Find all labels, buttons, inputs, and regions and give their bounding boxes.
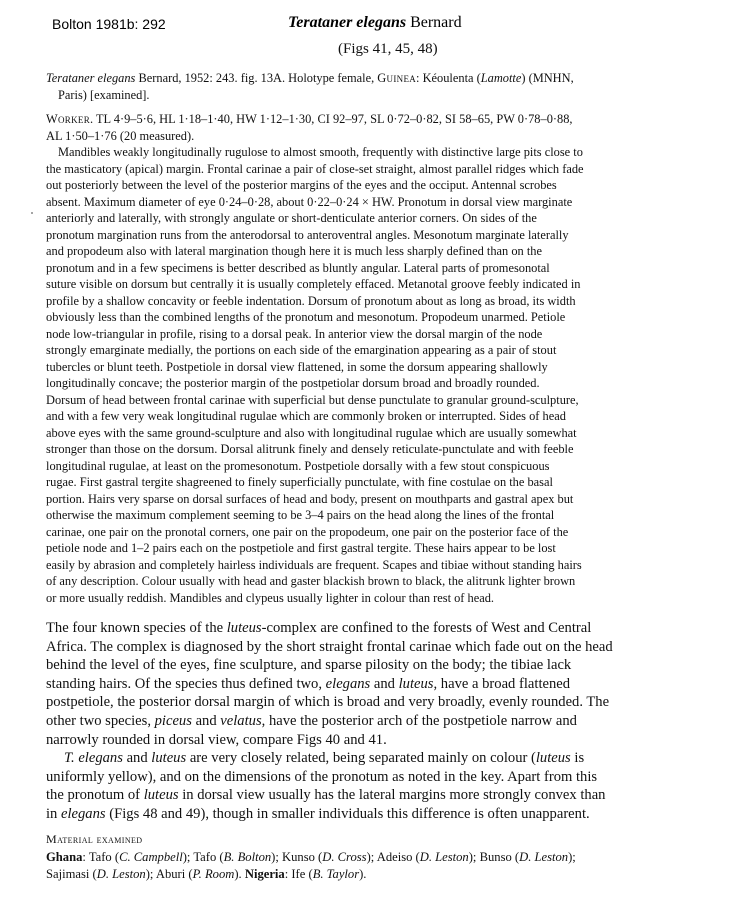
text-run: in dorsal view usually has the lateral margins more strongly convex than <box>178 787 606 804</box>
text-run: , have the posterior arch of the postpetiole narrow and <box>261 712 577 729</box>
locality-text: ); Kunso ( <box>271 850 323 864</box>
collector-name: D. Leston <box>519 850 569 864</box>
worker-line-22: rugae. First gastral tergite shagreened to finely superficially punctulate, with fine costulae on the basal <box>46 475 553 489</box>
worker-line-23: portion. Hairs very sparse on dorsal surfaces of head and body, present on mouthparts and gastral apex but <box>46 491 574 506</box>
worker-line-16: longitudinally concave; the posterior margin of the postpetiolar dorsum broad and broadly rounded. <box>46 376 540 390</box>
worker-line-5: absent. Maximum diameter of eye 0·24–0·28, about 0·22–0·24 × HW. Pronotum in dorsal view marginate <box>46 194 573 209</box>
worker-line-27: easily by abrasion and completely hairless individuals are frequent. Scapes and tibiae without standing hairs <box>46 557 582 572</box>
worker-measure-line <box>46 111 734 128</box>
synonymy-entry <box>46 70 734 103</box>
worker-line-19: above eyes with the same ground-sculpture and also with longitudinal rugulae which are usually somewhat <box>46 425 577 440</box>
complex-line-11 <box>46 805 736 824</box>
text-run: (Figs 48 and 49), though in smaller individuals this difference is often unapparent. <box>105 805 590 822</box>
complex-line-8 <box>46 749 736 768</box>
text-run: and <box>122 750 152 767</box>
worker-line-11: profile by a shallow concavity or feeble indentation. Dorsum of pronotum about as long as broad, its width <box>46 293 576 308</box>
synonymy-name: Terataner elegans <box>46 71 136 85</box>
text-run: , have a broad flattened <box>433 675 571 692</box>
locality-text: ); <box>568 850 576 864</box>
worker-line-15: tubercles or blunt teeth. Postpetiole in dorsal view flattened, in some the dorsum appearing shallowly <box>46 359 548 374</box>
worker-line-13: node low-triangular in profile, rising to a dorsal peak. In anterior view the dorsal margin of the node <box>46 326 543 341</box>
complex-line-7: narrowly rounded in dorsal view, compare Figs 40 and 41. <box>46 731 387 748</box>
complex-line-3: behind the level of the eyes, fine sculpture, and sparse pilosity on the body; the tibiae lack <box>46 657 572 674</box>
locality-text: : Tafo ( <box>82 850 120 864</box>
text-run: -complex are confined to the forests of West and Central <box>261 620 592 636</box>
text-run-italic: elegans <box>61 805 106 822</box>
collector-name: D. Leston <box>96 867 146 881</box>
scan-speck <box>31 212 33 214</box>
locality-text: ); Bunso ( <box>468 850 520 864</box>
worker-line-28: of any description. Colour usually with head and gaster blackish brown to black, the alitrunk lighter brown <box>46 574 576 588</box>
complex-line-4 <box>46 675 736 694</box>
worker-line-12: obviously less than the combined lengths of the pronotum and mesonotum. Propodeum unarmed. Petiole <box>46 310 566 324</box>
worker-line-14: strongly emarginate medially, the portions on each side of the emargination appearing as a pair of stout <box>46 343 557 357</box>
worker-line-24: otherwise the maximum complement seeming to be 3–4 pairs on the head along the lines of the frontal <box>46 508 555 522</box>
text-run-italic: luteus <box>226 620 262 636</box>
worker-line-21: longitudinal rugulae, at least on the promesonotum. Postpetiole dorsally with a few stout conspicuous <box>46 458 550 473</box>
text-run-italic: luteus <box>151 750 187 767</box>
text-run-italic: velatus <box>220 712 262 729</box>
text-run-italic: T. elegans <box>64 750 123 767</box>
species-author: Bernard <box>410 14 462 31</box>
worker-line-4: out posteriorly between the level of the posterior margins of the eyes and the occiput. Antennal scrobes <box>46 178 557 192</box>
worker-line-6: anteriorly and laterally, with strongly angulate or short-denticulate anterior corners. On sides of the <box>46 211 537 225</box>
material-examined <box>46 849 736 883</box>
locality-text: ); Tafo ( <box>182 850 224 864</box>
complex-discussion <box>46 619 736 824</box>
synonymy-text: Bernard, 1952: 243. fig. 13A. Holotype female, <box>138 71 378 85</box>
worker-line-17: Dorsum of head between frontal carinae with superficial but dense punctulate to granular ground-sculpture, <box>46 392 579 407</box>
text-run-italic: piceus <box>154 712 192 729</box>
synonymy-collector: Lamotte <box>480 71 522 85</box>
worker-line-3: the masticatory (apical) margin. Frontal carinae a pair of close-set straight, almost parallel ridges which fade <box>46 161 584 176</box>
locality-text: : Ife ( <box>284 867 313 881</box>
worker-line-0: . TL 4·9–5·6, HL 1·18–1·40, HW 1·12–1·30, CI 92–97, SL 0·72–0·82, SI 58–65, PW 0·78–0·88, <box>90 112 573 126</box>
text-run-italic: elegans <box>325 675 371 692</box>
country-name: Ghana <box>46 850 83 864</box>
complex-line-2: Africa. The complex is diagnosed by the short straight frontal carinae which fade out on the head <box>46 638 613 655</box>
synonymy-locality: Guinea <box>377 71 417 85</box>
text-run: is <box>570 750 585 767</box>
worker-line-20: stronger than those on the dorsum. Dorsal alitrunk finely and densely reticulate-punctulate and with feeble <box>46 442 574 456</box>
text-run-italic: luteus <box>535 750 571 767</box>
material-heading: Material examined <box>46 832 143 846</box>
complex-line-5: postpetiole, the posterior dorsal margin of which is broad and very broadly, evenly rounded. The <box>46 694 610 711</box>
synonymy-text-c: ) (MNHN, <box>521 71 574 85</box>
text-run: The four known species of the <box>46 620 227 636</box>
species-name: Terataner elegans <box>288 14 407 31</box>
locality-text: ). <box>359 867 367 881</box>
locality-text: ); Adeiso ( <box>366 850 420 864</box>
text-run: in <box>46 805 61 822</box>
worker-line-1: AL 1·50–1·76 (20 measured). <box>46 128 195 143</box>
worker-line-18: and with a few very weak longitudinal rugulae which are commonly broken or interrupted. Sides of head <box>46 409 566 423</box>
text-run: standing hairs. Of the species thus defined two, <box>46 675 326 692</box>
worker-line-26: petiole node and 1–2 pairs each on the postpetiole and first gastral tergite. These hairs appear to be lost <box>46 541 556 555</box>
text-run: the pronotum of <box>46 787 144 804</box>
material-line-1 <box>46 849 736 866</box>
text-run: are very closely related, being separated mainly on colour ( <box>186 750 536 767</box>
text-run: other two species, <box>46 712 155 729</box>
synonymy-line2: Paris) [examined]. <box>58 87 150 102</box>
worker-line-7: pronotum margination runs from the anterodorsal to anteroventral angles. Mesonotum marginate laterally <box>46 227 569 242</box>
collector-name: C. Campbell <box>119 850 183 864</box>
text-run-italic: luteus <box>398 675 434 692</box>
locality-text: Sajimasi ( <box>46 867 97 881</box>
collector-name: D. Cross <box>322 850 367 864</box>
worker-line-9: pronotum and in a few specimens is better described as bluntly angular. Lateral parts of promesonotal <box>46 260 550 275</box>
species-title <box>288 14 462 32</box>
worker-label: Worker <box>46 112 90 126</box>
locality-text: ). <box>234 867 245 881</box>
material-line-2 <box>46 866 736 883</box>
complex-line-9: uniformly yellow), and on the dimensions of the pronotum as noted in the key. Apart from this <box>46 768 598 785</box>
worker-line-25: carinae, one pair on the pronotal corners, one pair on the propodeum, one pair on the posterior face of the <box>46 524 569 539</box>
worker-line-2: Mandibles weakly longitudinally rugulose to almost smooth, frequently with distinctive large pits close to <box>58 145 583 159</box>
text-run: and <box>370 675 399 692</box>
country-name: Nigeria <box>244 867 285 881</box>
collector-name: D. Leston <box>419 850 469 864</box>
locality-text: ); Aburi ( <box>145 867 193 881</box>
collector-name: B. Bolton <box>223 850 272 864</box>
worker-line-8: and propodeum also with lateral margination though here it is much less sharply defined than on the <box>46 244 542 258</box>
worker-line-10: suture visible on dorsum but centrally it is usually completely effaced. Metanotal groove feebly indicated in <box>46 277 581 291</box>
text-run: and <box>191 712 221 729</box>
page-citation: Bolton 1981b: 292 <box>52 16 166 32</box>
worker-line-29: or more usually reddish. Mandibles and clypeus usually lighter in colour than rest of head. <box>46 590 495 605</box>
worker-description <box>46 111 734 606</box>
complex-line-10 <box>46 786 736 805</box>
collector-name: P. Room <box>192 867 235 881</box>
collector-name: B. Taylor <box>312 867 360 881</box>
complex-line-6 <box>46 712 736 731</box>
figure-reference: (Figs 41, 45, 48) <box>338 41 438 57</box>
synonymy-text-b: : Kéoulenta ( <box>416 71 481 85</box>
complex-line-1 <box>46 619 736 638</box>
text-run-italic: luteus <box>143 787 179 804</box>
